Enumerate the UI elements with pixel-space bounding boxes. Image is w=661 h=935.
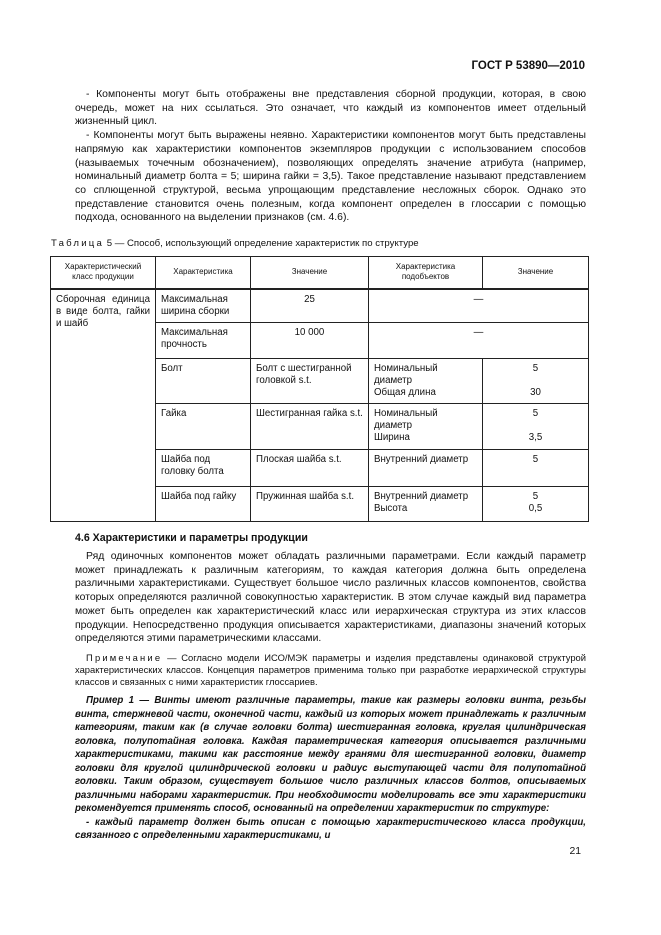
characteristic-cell: Шайба под головку болта [156,449,251,486]
sub-value-cell: 5 [483,449,589,486]
structure-characteristics-table [50,256,589,522]
value-cell: Болт с шестигранной головкой s.t. [251,358,369,403]
sub-characteristic-cell: Номинальный диаметр Общая длина [369,358,483,403]
product-class-cell: Сборочная единица в виде болта, гайки и шайб [51,289,156,522]
value-cell: Шестигранная гайка s.t. [251,403,369,449]
paragraph-components-separate: - Компоненты могут быть отображены вне представления сборной продукции, которая, в свою очередь, может на них ссылаться. Это означает, что каждый из компонентов имеет отдельный жизненный цикл. [75,89,586,128]
sub-characteristic-cell: Внутренний диаметр [369,449,483,486]
example-list-item: - каждый параметр должен быть описан с помощью характеристического класса продукции, связанного с определенными характеристиками, и [75,816,586,842]
sub-characteristic-cell: Номинальный диаметр Ширина [369,403,483,449]
note-text: — Согласно модели ИСО/МЭК параметры и изделия представлены одинаковой структурой характеристических классов. Концепция параметров применима только при разработке иерархической структуры классов и связанных с ними характеристик глоссариев. [75,651,586,687]
sub-value-cell: 5 3,5 [483,403,589,449]
header-product-class: Характеристический класс продукции [51,257,156,289]
section-paragraph: Ряд одиночных компонентов может обладать различными параметрами. Если каждый параметр может принадлежать к различным категориям, то каждая категория должна быть определена различными характеристиками. Существует большое число различных классов компонентов, свойства которых определяются различной совокупностью характеристик. В этом случае каждый вид параметра может быть определен как характеристический класс или иерархическая структура из этих классов продукции. Непосредственно продукция описывается характеристиками, диапазоны значений которых определяются этими параметрическими классами. [75,551,586,645]
characteristic-cell: Шайба под гайку [156,486,251,521]
value-cell: 10 000 [251,322,369,358]
header-sub-value: Значение [483,257,589,289]
value-cell: Плоская шайба s.t. [251,449,369,486]
page-number: 21 [569,846,581,857]
table-caption [51,238,419,250]
section-heading: 4.6 Характеристики и параметры продукции [75,532,308,544]
table-caption-text: — Способ, использующий определение характеристик по структуре [114,238,419,249]
table-header-row [51,257,589,289]
sub-characteristic-cell: Внутренний диаметр Высота [369,486,483,521]
sub-dash-cell: — [369,289,589,323]
sub-value-cell: 5 0,5 [483,486,589,521]
characteristic-cell: Болт [156,358,251,403]
header-sub-characteristic: Характеристика подобъектов [369,257,483,289]
table-row [51,289,589,323]
intro-text [75,88,586,225]
sub-value-cell: 5 30 [483,358,589,403]
header-characteristic: Характеристика [156,257,251,289]
header-value: Значение [251,257,369,289]
document-code: ГОСТ Р 53890—2010 [471,60,585,72]
characteristic-cell: Максимальная ширина сборки [156,289,251,323]
value-cell: 25 [251,289,369,323]
characteristic-cell: Максимальная прочность [156,322,251,358]
table-caption-number: 5 [106,238,113,249]
paragraph-components-implicit: - Компоненты могут быть выражены неявно. Характеристики компонентов могут быть представлены напрямую как характеристики компонентов экземпляров продукции с использованием способов (называемых точечным обозначением), позволяющих определять значение атрибута (например, номинальный диаметр болта = 5; ширина гайки = 3,5). Такое представление называют представлением со сплющенной структурой, весьма упрощающим представление несложных сборок. Однако это представление становится очень полезным, когда компонент определен в глоссарии с помощью подхода, основанного на выделении признаков (см. 4.6). [75,130,586,224]
table-caption-label: Таблица [51,238,105,249]
note [75,652,586,687]
sub-dash-cell: — [369,322,589,358]
characteristic-cell: Гайка [156,403,251,449]
note-label: Примечание [86,651,163,663]
example-1: Пример 1 — Винты имеют различные параметры, такие как размеры головки винта, резьбы винта, стержневой части, оконечной части, каждый из которых может принадлежать к различным категориям, таким как (в случае головки болта) шестигранная головка, круглая цилиндрическая головка, полупотайная головка. Каждая параметрическая категория описывается различными характеристиками, такими как расстояние между гранями для шестигранной головки, диаметр головки для круглой цилиндрической головки и радиус выступающей части для полупотайной головки. Таким образом, существует большое число различных классов болтов, описываемых различными наборами характеристик. При необходимости моделировать все эти характеристики рекомендуется применять способ, основанный на определении характеристик по структуре: [75,695,586,815]
value-cell: Пружинная шайба s.t. [251,486,369,521]
section-4-6 [75,532,586,843]
